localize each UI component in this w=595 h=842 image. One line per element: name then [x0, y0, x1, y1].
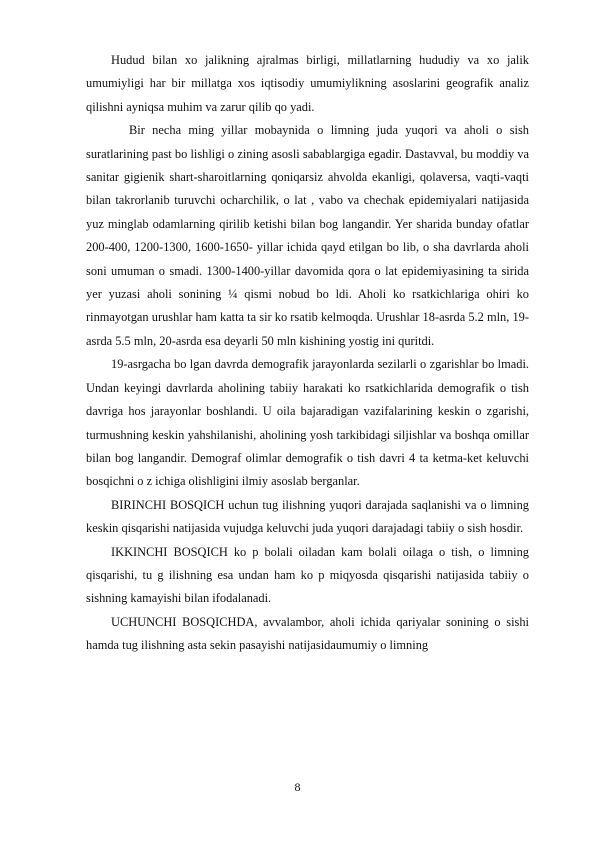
paragraph-2: Bir necha ming yillar mobaynida o limning juda yuqori va aholi o sish suratlarining past bo lishligi o zining asosli sabablargiga egadir. Dastavval, bu moddiy va sanitar gigienik shart-sharoitlarning qoniqarsiz ahvolda ekanligi, qolaversa, vaqti-vaqti bilan takrorlanib turuvchi ocharchilik, o lat , vabo va chechak epidemiyalari natijasida yuz minglab odamlarning qirilib ketishi bilan bog langandir. Yer sharida bunday ofatlar 200-400, 1200-1300, 1600-1650- yillar ichida qayd etilgan bo lib, o sha davrlarda aholi soni umuman o smadi. 1300-1400-yillar davomida qora o lat epidemiyasining ta sirida yer yuzasi aholi sonining ¼ qismi nobud bo ldi. Aholi ko rsatkichlariga ohiri ko rinmayotgan urushlar ham katta ta sir ko rsatib kelmoqda. Urushlar 18-asrda 5.2 mln, 19-asrda 5.5 mln, 20-asrda esa deyarli 50 mln kishining yostig ini quritdi.: [86, 123, 529, 348]
document-body: [86, 49, 529, 658]
page-number: 8: [294, 780, 301, 794]
paragraph-5: IKKINCHI BOSQICH ko p bolali oiladan kam bolali oilaga o tish, o limning qisqarishi, tu g ilishning esa undan ham ko p miqyosda qisqarishi natijasida tabiiy o sishning kamayishi bilan ifodalanadi.: [86, 544, 529, 606]
paragraph-6: UCHUNCHI BOSQICHDA, avvalambor, aholi ichida qariyalar sonining o sishi hamda tug ilishning asta sekin pasayishi natijasidaumumiy o limning: [86, 614, 529, 653]
paragraph-1: Hudud bilan xo jalikning ajralmas birligi, millatlarning hududiy va xo jalik umumiyligi har bir millatga xos iqtisodiy umumiylikning asoslarini geografik analiz qilishni ayniqsa muhim va zarur qilib qo yadi.: [86, 53, 529, 114]
paragraph-3: 19-asrgacha bo lgan davrda demografik jarayonlarda sezilarli o zgarishlar bo lmadi. Undan keyingi davrlarda aholining tabiiy harakati ko rsatkichlarida demografik o tish davriga hos jarayonlar boshlandi. U oila bajaradigan vazifalarining keskin o zgarishi, turmushning keskin yahshilanishi, aholining yosh tarkibidagi siljishlar va boshqa omillar bilan bog langandir. Demograf olimlar demografik o tish davri 4 ta ketma-ket keluvchi bosqichni o z ichiga olishligini ilmiy asoslab berganlar.: [86, 357, 529, 489]
paragraph-4: BIRINCHI BOSQICH uchun tug ilishning yuqori darajada saqlanishi va o limning keskin qisqarishi natijasida vujudga keluvchi juda yuqori darajadagi tabiiy o sish hosdir.: [86, 497, 529, 536]
